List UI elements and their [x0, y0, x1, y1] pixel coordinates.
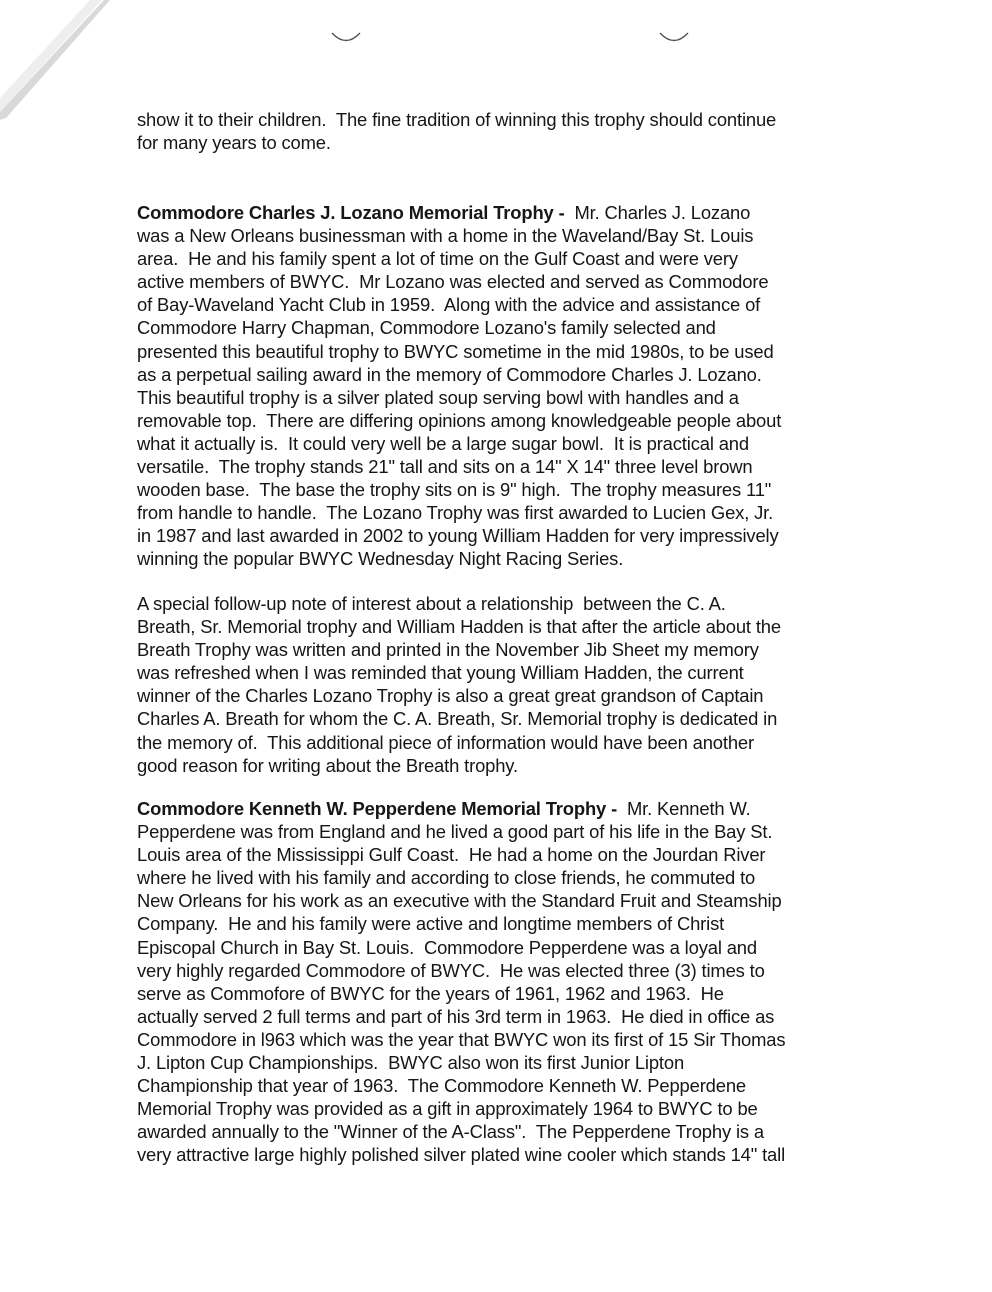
heading-line	[137, 201, 857, 224]
punch-hole-mark-right	[658, 30, 690, 46]
text-line: wooden base. The base the trophy sits on is 9" high. The trophy measures 11"	[137, 479, 772, 501]
paragraph-continued	[137, 108, 857, 154]
paragraph-follow-up-note	[137, 592, 857, 777]
text-line: was a New Orleans businessman with a home in the Waveland/Bay St. Louis	[137, 225, 754, 247]
text-line: winner of the Charles Lozano Trophy is also a great great grandson of Captain	[137, 685, 764, 707]
text-line: very highly regarded Commodore of BWYC. He was elected three (3) times to	[137, 959, 765, 981]
text-line: New Orleans for his work as an executive with the Standard Fruit and Steamship	[137, 890, 782, 912]
paragraph-pepperdene-trophy	[137, 797, 857, 1167]
text-line: serve as Commofore of BWYC for the years of 1961, 1962 and 1963. He	[137, 982, 724, 1004]
pepperdene-trophy-heading: Commodore Kenneth W. Pepperdene Memorial Trophy -	[137, 798, 623, 819]
text-line: was refreshed when I was reminded that young William Hadden, the current	[137, 662, 744, 684]
text-line: A special follow-up note of interest about a relationship between the C. A.	[137, 593, 726, 614]
text-line: show it to their children. The fine tradition of winning this trophy should continue	[137, 109, 777, 130]
text-line: Breath Trophy was written and printed in the November Jib Sheet my memory	[137, 639, 759, 661]
text-line: Commodore in l963 which was the year that BWYC won its first of 15 Sir Thomas	[137, 1028, 786, 1050]
text-line: what it actually is. It could very well be a large sugar bowl. It is practical and	[137, 432, 749, 454]
text-line: from handle to handle. The Lozano Trophy was first awarded to Lucien Gex, Jr.	[137, 502, 774, 524]
text-line: Company. He and his family were active and longtime members of Christ	[137, 913, 725, 935]
text-line: awarded annually to the "Winner of the A-Class". The Pepperdene Trophy is a	[137, 1121, 764, 1143]
heading-line	[137, 797, 857, 820]
text-line: Pepperdene was from England and he lived a good part of his life in the Bay St.	[137, 821, 773, 843]
text-line: the memory of. This additional piece of information would have been another	[137, 731, 754, 753]
text-line: Breath, Sr. Memorial trophy and William Hadden is that after the article about the	[137, 616, 781, 638]
text-line-start: Mr. Charles J. Lozano	[569, 202, 751, 223]
text-line: Commodore Harry Chapman, Commodore Lozano's family selected and	[137, 317, 716, 339]
text-line: good reason for writing about the Breath trophy.	[137, 754, 518, 776]
paragraph-lozano-trophy	[137, 201, 857, 571]
text-line: in 1987 and last awarded in 2002 to young William Hadden for very impressively	[137, 525, 779, 547]
lozano-trophy-heading: Commodore Charles J. Lozano Memorial Trophy -	[137, 202, 570, 223]
text-line: Championship that year of 1963. The Commodore Kenneth W. Pepperdene	[137, 1075, 746, 1097]
text-line: Louis area of the Mississippi Gulf Coast. He had a home on the Jourdan River	[137, 844, 766, 866]
text-line: where he lived with his family and according to close friends, he commuted to	[137, 867, 756, 889]
text-line-start: Mr. Kenneth W.	[622, 798, 751, 819]
text-line: Charles A. Breath for whom the C. A. Breath, Sr. Memorial trophy is dedicated in	[137, 708, 778, 730]
text-line: removable top. There are differing opinions among knowledgeable people about	[137, 409, 782, 431]
text-line: active members of BWYC. Mr Lozano was elected and served as Commodore	[137, 271, 769, 293]
text-line: J. Lipton Cup Championships. BWYC also won its first Junior Lipton	[137, 1052, 685, 1074]
text-line: Memorial Trophy was provided as a gift in approximately 1964 to BWYC to be	[137, 1098, 758, 1120]
text-line: versatile. The trophy stands 21" tall and sits on a 14" X 14" three level brown	[137, 456, 753, 478]
punch-hole-mark-left	[330, 30, 362, 46]
text-line: winning the popular BWYC Wednesday Night Racing Series.	[137, 548, 624, 570]
text-line: Episcopal Church in Bay St. Louis. Commodore Pepperdene was a loyal and	[137, 936, 757, 958]
text-line: area. He and his family spent a lot of time on the Gulf Coast and were very	[137, 248, 738, 270]
text-line: of Bay-Waveland Yacht Club in 1959. Along with the advice and assistance of	[137, 294, 761, 316]
text-line: for many years to come.	[137, 132, 331, 154]
text-line: actually served 2 full terms and part of his 3rd term in 1963. He died in office as	[137, 1005, 775, 1027]
text-line: This beautiful trophy is a silver plated soup serving bowl with handles and a	[137, 386, 739, 408]
text-line: as a perpetual sailing award in the memory of Commodore Charles J. Lozano.	[137, 363, 762, 385]
scan-corner-fold-mark	[0, 0, 110, 120]
text-line: presented this beautiful trophy to BWYC sometime in the mid 1980s, to be used	[137, 340, 774, 362]
text-line: very attractive large highly polished silver plated wine cooler which stands 14" tall	[137, 1144, 786, 1166]
